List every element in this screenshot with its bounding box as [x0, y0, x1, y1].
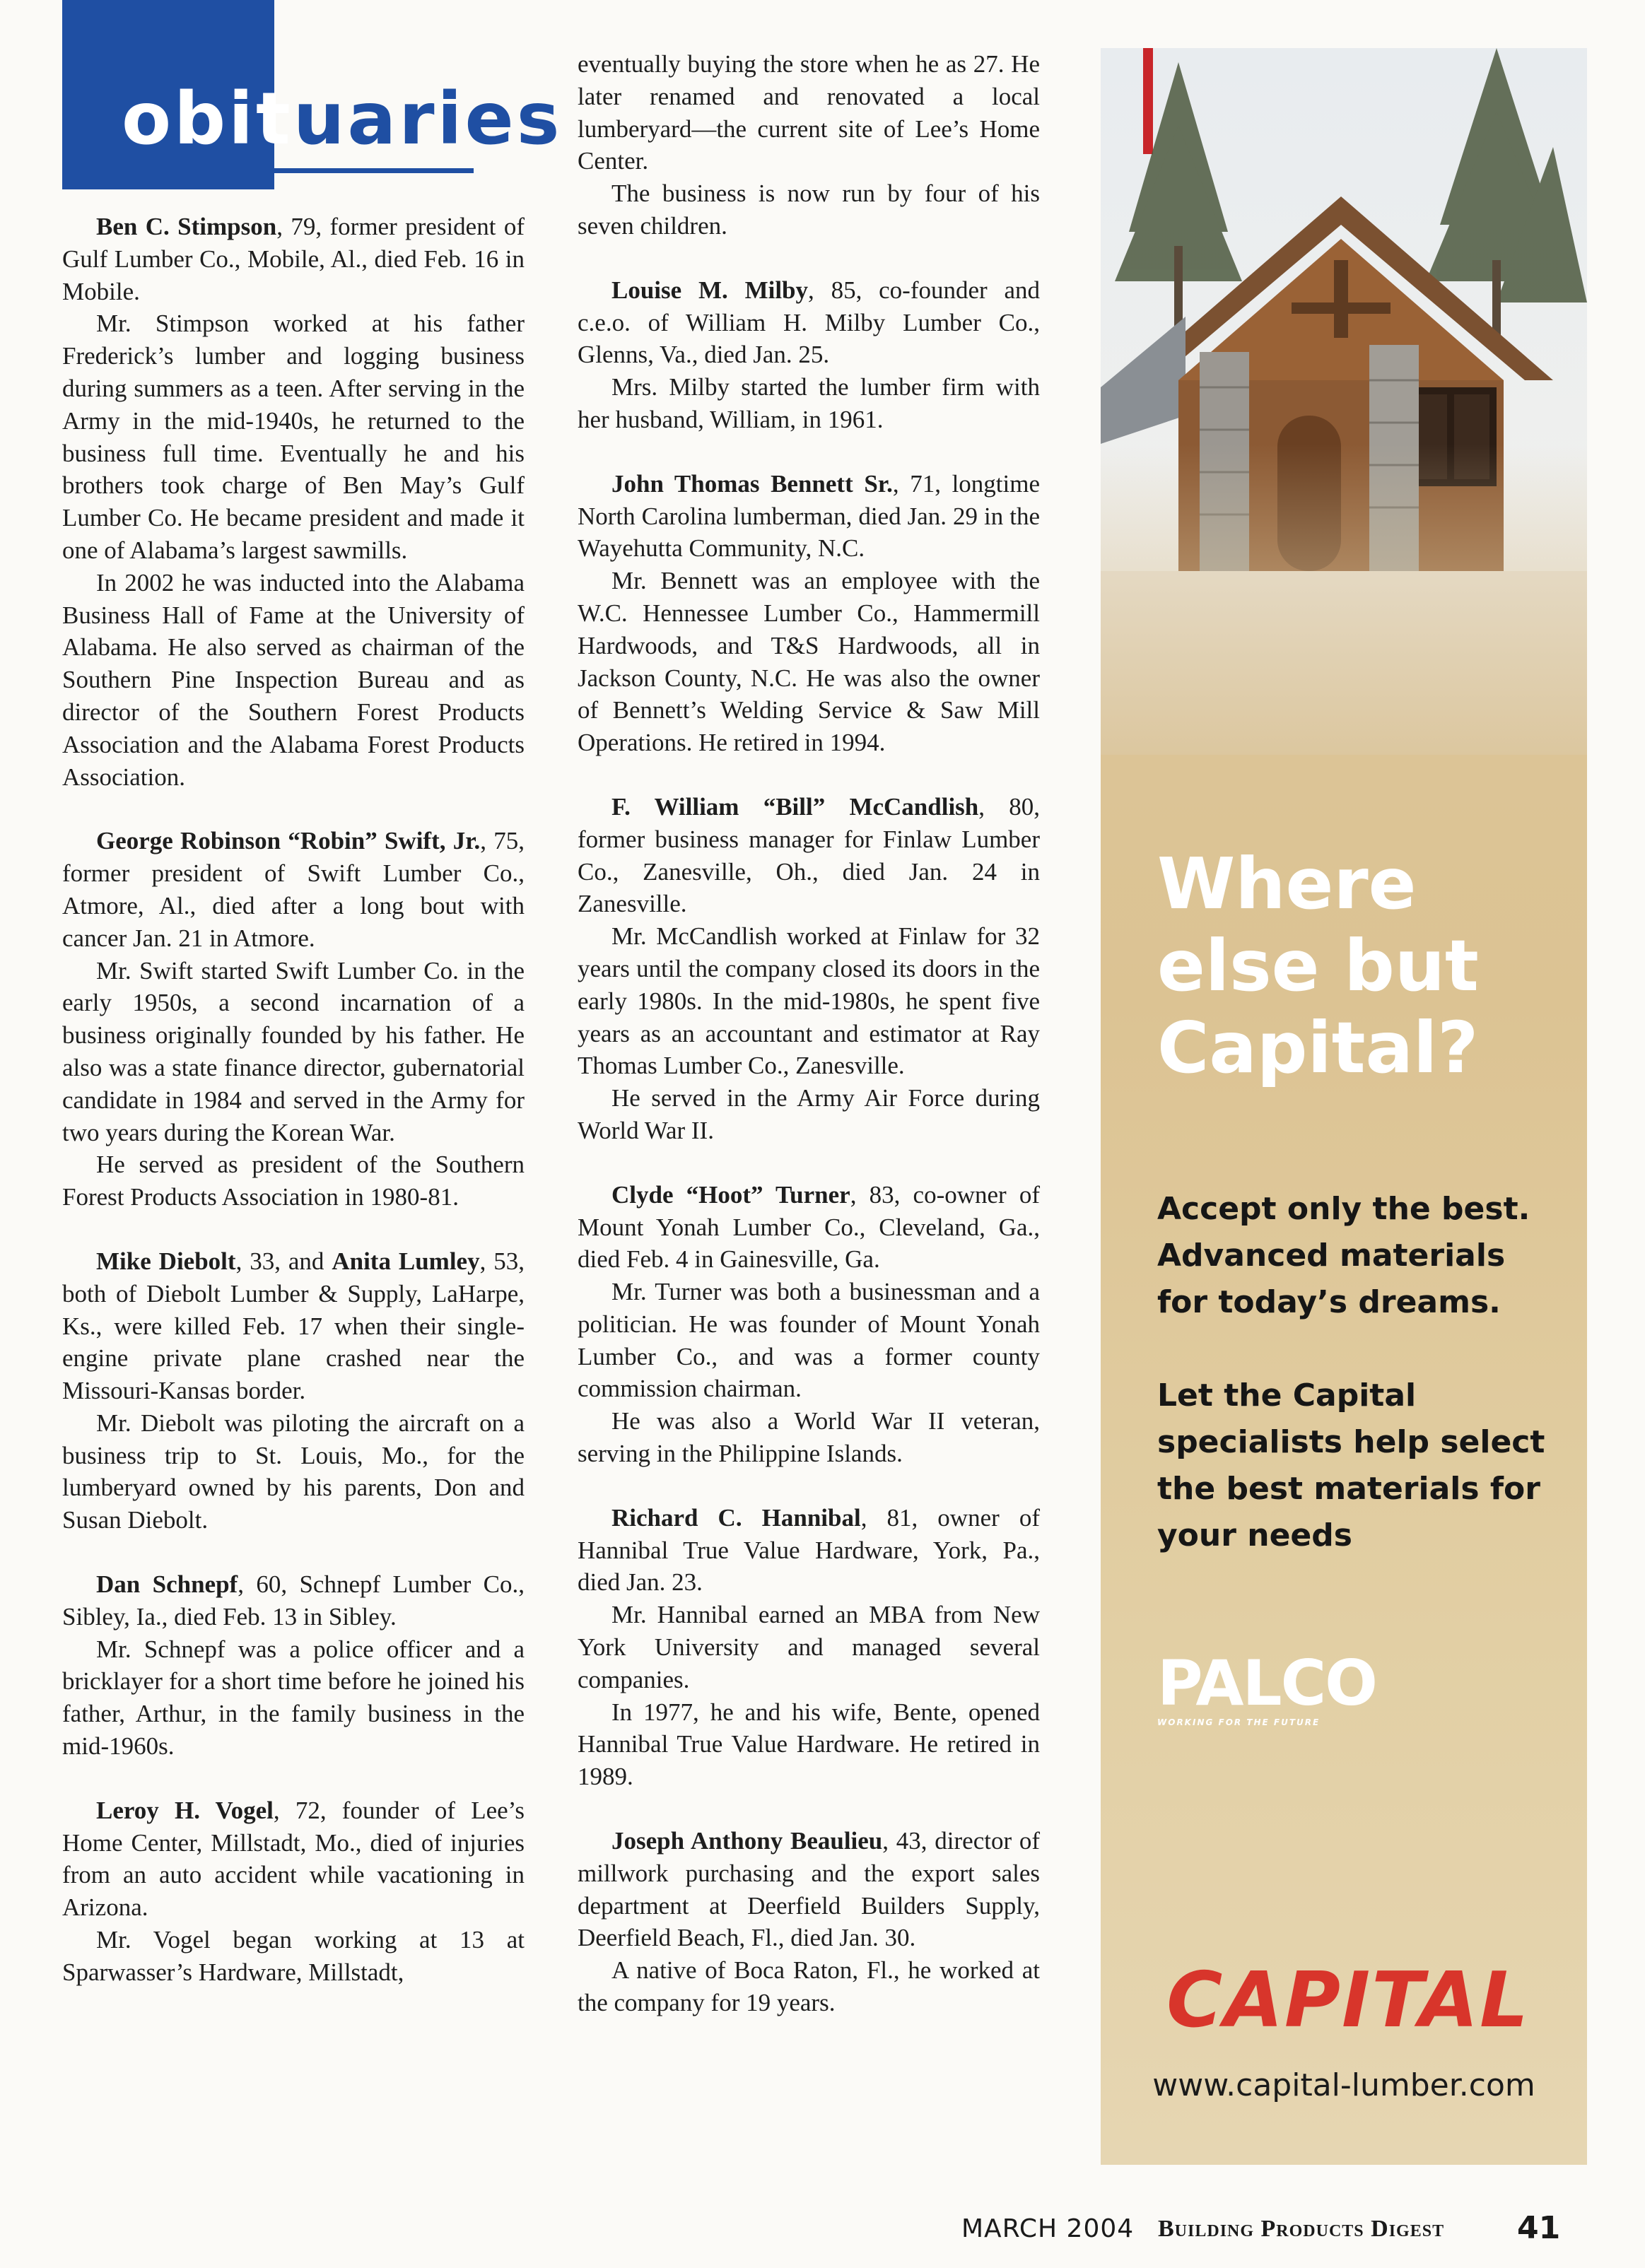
ad-pitch-line: specialists help select	[1157, 1424, 1545, 1460]
obituary-name: Clyde “Hoot” Turner	[611, 1180, 850, 1209]
obituary-paragraph: Mrs. Milby started the lumber firm with her husband, William, in 1961.	[578, 373, 1040, 433]
obituary-entry	[578, 1825, 1040, 2019]
obituary-paragraph: Mr. Schnepf was a police officer and a bricklayer for a short time before he joined his father, Arthur, in the family business in the mid-1960s.	[62, 1635, 525, 1761]
palco-logo	[1157, 1647, 1376, 1730]
obituary-entry	[578, 1179, 1040, 1470]
obituary-lead	[62, 1794, 525, 1924]
obituary-paragraph: Mr. Stimpson worked at his father Frederick’s lumber and logging business during summers as a teen. After serving in the Army in the mid-1940s, he returned to the business full time. Eventually he and his brothers took charge of Ben May’s Gulf Lumber Co. He became president and made it one of Alabama’s largest sawmills.	[62, 310, 525, 564]
ad-tagline-line: Advanced materials	[1157, 1238, 1506, 1274]
obituary-paragraph: He was also a World War II veteran, serving in the Philippine Islands.	[578, 1407, 1040, 1468]
obituary-column-2	[578, 48, 1040, 2019]
obituary-entry	[62, 211, 525, 793]
obituary-paragraph: Mr. Diebolt was piloting the aircraft on a business trip to St. Louis, Mo., for the lumberyard owned by his parents, Don and Susan Diebolt.	[62, 1409, 525, 1534]
obituary-entry	[578, 1502, 1040, 1793]
ad-headline-line: Where	[1157, 842, 1417, 925]
section-title	[122, 77, 563, 161]
ad-headline	[1157, 843, 1581, 1089]
masthead-underline	[274, 168, 474, 173]
obituary-lead	[578, 1179, 1040, 1276]
magazine-name: Building Products Digest	[1158, 2216, 1445, 2242]
obituary-lead	[578, 791, 1040, 920]
obituary-paragraph: A native of Boca Raton, Fl., he worked at the company for 19 years.	[578, 1956, 1040, 2017]
obituary-name-second: Anita Lumley	[332, 1247, 480, 1275]
ad-pitch-line: your needs	[1157, 1517, 1352, 1553]
obituary-details: , 81, owner of Hannibal True Value Hardware, York, Pa., died Jan. 23.	[578, 1503, 1040, 1597]
obituary-paragraph: eventually buying the store when he as 27. He later renamed and renovated a local lumberyard—the current site of Lee’s Home Center.	[578, 50, 1040, 175]
capital-logo: CAPITAL	[1166, 1956, 1530, 2045]
obituary-paragraph: Mr. Turner was both a businessman and a politician. He was founder of Mount Yonah Lumber Co., and was a former county commission chairman.	[578, 1278, 1040, 1403]
obituary-details: , 60, Schnepf Lumber Co., Sibley, Ia., died Feb. 13 in Sibley.	[62, 1570, 525, 1631]
obituary-paragraph: Mr. Swift started Swift Lumber Co. in the early 1950s, a second incarnation of a business originally founded by his father. He also was a state finance director, gubernatorial candidate in 1984 and served in the Army for two years during the Korean War.	[62, 956, 525, 1146]
obituary-lead	[578, 1825, 1040, 1954]
obituary-paragraph: Mr. Hannibal earned an MBA from New York University and managed several companies.	[578, 1601, 1040, 1693]
obituary-entry	[62, 825, 525, 1214]
capital-lumber-advertisement	[1101, 48, 1587, 2165]
issue-date: MARCH 2004	[961, 2214, 1135, 2243]
obituary-paragraph: He served as president of the Southern Forest Products Association in 1980-81.	[62, 1151, 525, 1211]
obituary-entry	[578, 791, 1040, 1147]
obituary-name: Ben C. Stimpson	[96, 213, 277, 240]
obituary-name: F. William “Bill” McCandlish	[611, 792, 979, 821]
obituary-entry	[62, 1568, 525, 1763]
obituary-paragraph: Mr. McCandlish worked at Finlaw for 32 years until the company closed its doors in the early 1980s. In the mid-1980s, he spent five years as an accountant and estimator at Ray Thomas Lumber Co., Zanesville.	[578, 922, 1040, 1080]
ad-headline-line: else but	[1157, 924, 1479, 1007]
obituary-details: , 43, director of millwork purchasing and the export sales department at Deerfield Builders Supply, Deerfield Beach, Fl., died Jan. 30.	[578, 1827, 1041, 1952]
ad-tagline-line: Accept only the best.	[1157, 1191, 1530, 1227]
obituary-details: , 72, founder of Lee’s Home Center, Millstadt, Mo., died of injuries from an auto accident while vacationing in Arizona.	[62, 1796, 525, 1922]
ad-body-copy	[1157, 1186, 1574, 1559]
ad-website-url: www.capital-lumber.com	[1152, 2067, 1535, 2103]
obituary-entry	[578, 468, 1040, 759]
ad-tagline-line: for today’s dreams.	[1157, 1284, 1501, 1320]
obituary-paragraph: He served in the Army Air Force during World War II.	[578, 1084, 1040, 1144]
obituary-name-separator: , 33, and	[235, 1247, 332, 1275]
obituary-lead	[62, 211, 525, 307]
obituary-name: Mike Diebolt	[96, 1247, 236, 1275]
obituary-entry	[62, 1794, 525, 1989]
page-number: 41	[1517, 2210, 1561, 2246]
obituary-paragraph: Mr. Bennett was an employee with the W.C. Hennessee Lumber Co., Hammermill Hardwoods, and T&S Hardwoods, all in Jackson County, N.C. He was also the owner of Bennett’s Welding Service & Saw Mill Operations. He retired in 1994.	[578, 567, 1040, 757]
palco-logo-tagline: WORKING FOR THE FUTURE	[1157, 1717, 1321, 1727]
obituary-details: , 79, former president of Gulf Lumber Co., Mobile, Al., died Feb. 16 in Mobile.	[62, 213, 525, 305]
obituary-lead	[578, 1502, 1040, 1599]
obituary-entry	[578, 274, 1040, 436]
obituary-paragraph: In 2002 he was inducted into the Alabama Business Hall of Fame at the University of Alabama. He also served as chairman of the Southern Pine Inspection Bureau and as director of the Southern Forest Products Association and the Alabama Forest Products Association.	[62, 568, 525, 791]
obituary-details: , 85, co-founder and c.e.o. of William H. Milby Lumber Co., Glenns, Va., died Jan. 25.	[578, 276, 1040, 369]
obituary-paragraph: In 1977, he and his wife, Bente, opened Hannibal True Value Hardware. He retired in 1989.	[578, 1698, 1040, 1791]
obituary-lead	[62, 825, 525, 954]
ad-headline-line: Capital?	[1157, 1006, 1479, 1089]
ad-pitch-line: Let the Capital	[1157, 1377, 1417, 1414]
obituary-details: , 83, co-owner of Mount Yonah Lumber Co., Cleveland, Ga., died Feb. 4 in Gainesville, Ga.	[578, 1180, 1041, 1274]
obituary-continuation	[578, 48, 1040, 242]
obituary-name: Louise M. Milby	[611, 276, 809, 304]
obituary-name: Richard C. Hannibal	[611, 1503, 861, 1532]
house-photo	[1101, 48, 1587, 755]
obituary-details: , 53, both of Diebolt Lumber & Supply, LaHarpe, Ks., were killed Feb. 17 when their single-engine private plane crashed near the Missouri-Kansas border.	[62, 1247, 525, 1405]
obituary-name: Dan Schnepf	[96, 1570, 238, 1599]
obituary-name: Joseph Anthony Beaulieu	[611, 1827, 883, 1855]
obituary-lead	[62, 1245, 525, 1407]
obituary-details: , 75, former president of Swift Lumber Co., Atmore, Al., died after a long bout with cancer Jan. 21 in Atmore.	[62, 827, 525, 952]
obituary-entry	[62, 1245, 525, 1537]
obituary-lead	[578, 274, 1040, 371]
obituary-lead	[62, 1568, 525, 1633]
obituary-column-1	[62, 211, 525, 1989]
obituary-paragraph: The business is now run by four of his seven children.	[578, 180, 1040, 240]
section-title-part2: uaries	[293, 77, 563, 161]
page-footer	[919, 2207, 1605, 2257]
ad-pitch-line: the best materials for	[1157, 1471, 1540, 1507]
obituary-lead	[578, 468, 1040, 565]
ad-spacer	[1157, 1326, 1574, 1373]
obituary-name: John Thomas Bennett Sr.	[611, 469, 893, 498]
section-title-part1: obit	[122, 77, 293, 161]
section-masthead	[62, 0, 563, 189]
obituary-name: Leroy H. Vogel	[96, 1796, 274, 1824]
obituary-paragraph: Mr. Vogel began working at 13 at Sparwasser’s Hardware, Millstadt,	[62, 1926, 525, 1986]
obituary-details: , 71, longtime North Carolina lumberman, died Jan. 29 in the Wayehutta Community, N.C.	[578, 469, 1040, 563]
palco-logo-word: PALCO	[1157, 1647, 1376, 1720]
obituary-name: George Robinson “Robin” Swift, Jr.	[96, 827, 481, 855]
obituary-details: , 80, former business manager for Finlaw Lumber Co., Zanesville, Oh., died Jan. 24 in Zanesville.	[578, 792, 1041, 918]
